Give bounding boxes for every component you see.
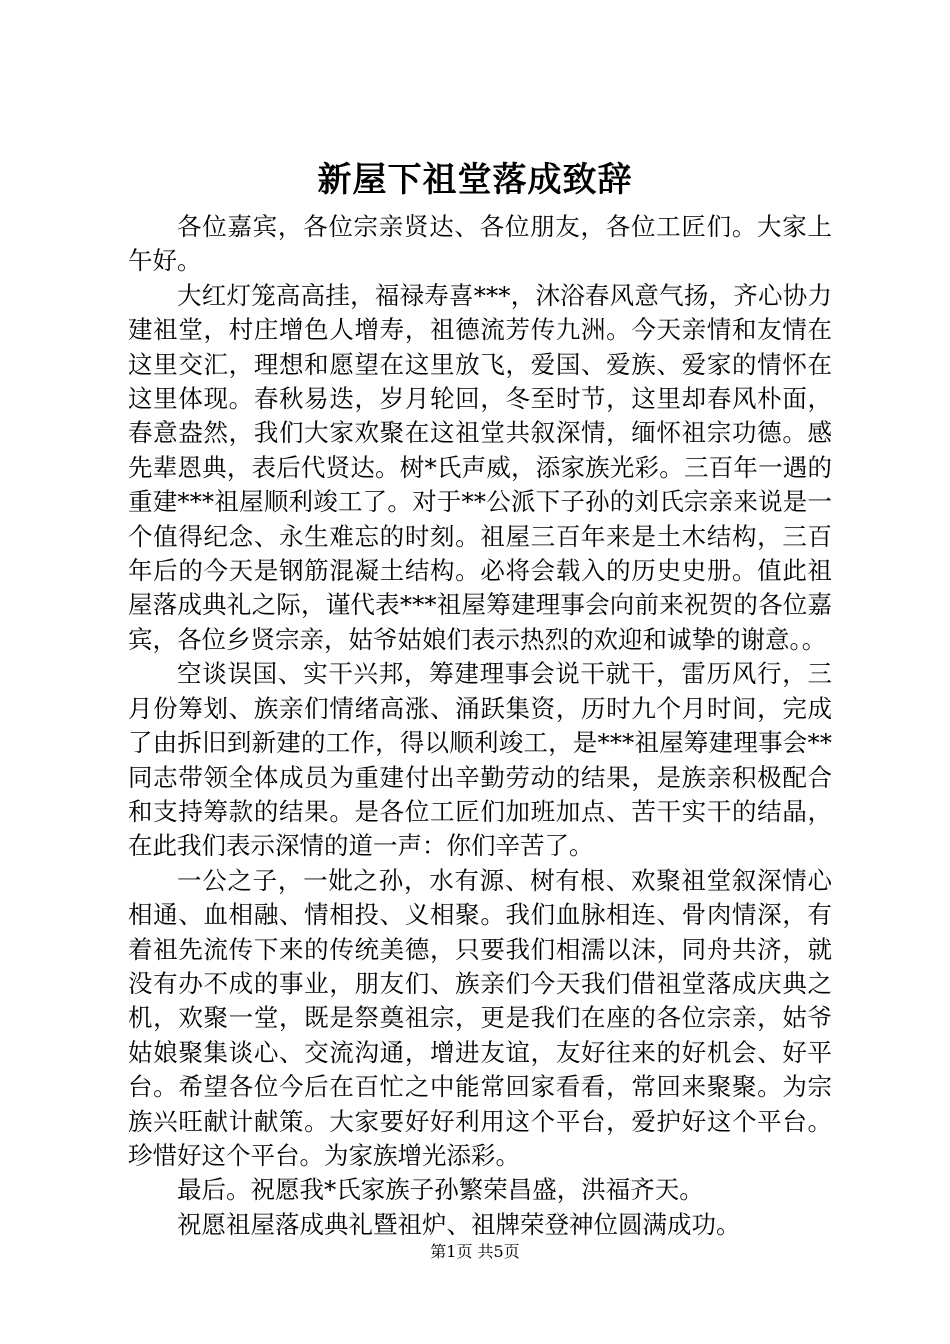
- paragraph-closing-wish: 最后。祝愿我*氏家族子孙繁荣昌盛，洪福齐天。: [177, 1175, 704, 1205]
- paragraph-greeting: 各位嘉宾，各位宗亲贤达、各位朋友，各位工匠们。大家上午好。: [128, 212, 832, 276]
- page-number: 第1页 共5页: [430, 1242, 520, 1261]
- document-body: [128, 210, 832, 1242]
- document-title: 新屋下祖堂落成致辞: [317, 160, 633, 200]
- paragraph-celebration: 大红灯笼高高挂，福禄寿喜***，沐浴春风意气扬，齐心协力建祖堂，村庄增色人增寿，祖德流芳传九洲。今天亲情和友情在这里交汇，理想和愿望在这里放飞，爱国、爱族、爱家的情怀在这里体现。春秋易迭，岁月轮回，冬至时节，这里却春风朴面，春意盎然，我们大家欢聚在这祖堂共叙深情，缅怀祖宗功德。感先辈恩典，表后代贤达。树*氏声威，添家族光彩。三百年一遇的重建***祖屋顺利竣工了。对于**公派下子孙的刘氏宗亲来说是一个值得纪念、永生难忘的时刻。祖屋三百年来是土木结构，三百年后的今天是钢筋混凝土结构。必将会载入的历史史册。值此祖屋落成典礼之际，谨代表***祖屋筹建理事会向前来祝贺的各位嘉宾，各位乡贤宗亲，姑爷姑娘们表示热烈的欢迎和诚挚的谢意。。: [128, 280, 832, 654]
- paragraph-final-wish: 祝愿祖屋落成典礼暨祖炉、祖牌荣登神位圆满成功。: [177, 1209, 741, 1239]
- paragraph-thanks: 空谈误国、实干兴邦，筹建理事会说干就干，雷历风行，三月份筹划、族亲们情绪高涨、涌跃集资，历时九个月时间，完成了由拆旧到新建的工作，得以顺利竣工，是***祖屋筹建理事会**同志带领全体成员为重建付出辛勤劳动的结果，是族亲积极配合和支持筹款的结果。是各位工匠们加班加点、苦干实干的结晶，在此我们表示深情的道一声：你们辛苦了。: [128, 659, 832, 861]
- paragraph-unity: 一公之子，一妣之孙，水有源、树有根、欢聚祖堂叙深情心相通、血相融、情相投、义相聚。我们血脉相连、骨肉情深，有着祖先流传下来的传统美德，只要我们相濡以沫，同舟共济，就没有办不成的事业，朋友们、族亲们今天我们借祖堂落成庆典之机，欢聚一堂，既是祭奠祖宗，更是我们在座的各位宗亲，姑爷姑娘聚集谈心、交流沟通，增进友谊，友好往来的好机会、好平台。希望各位今后在百忙之中能常回家看看，常回来聚聚。为宗族兴旺献计献策。大家要好好利用这个平台，爱护好这个平台。珍惜好这个平台。为家族增光添彩。: [128, 865, 832, 1170]
